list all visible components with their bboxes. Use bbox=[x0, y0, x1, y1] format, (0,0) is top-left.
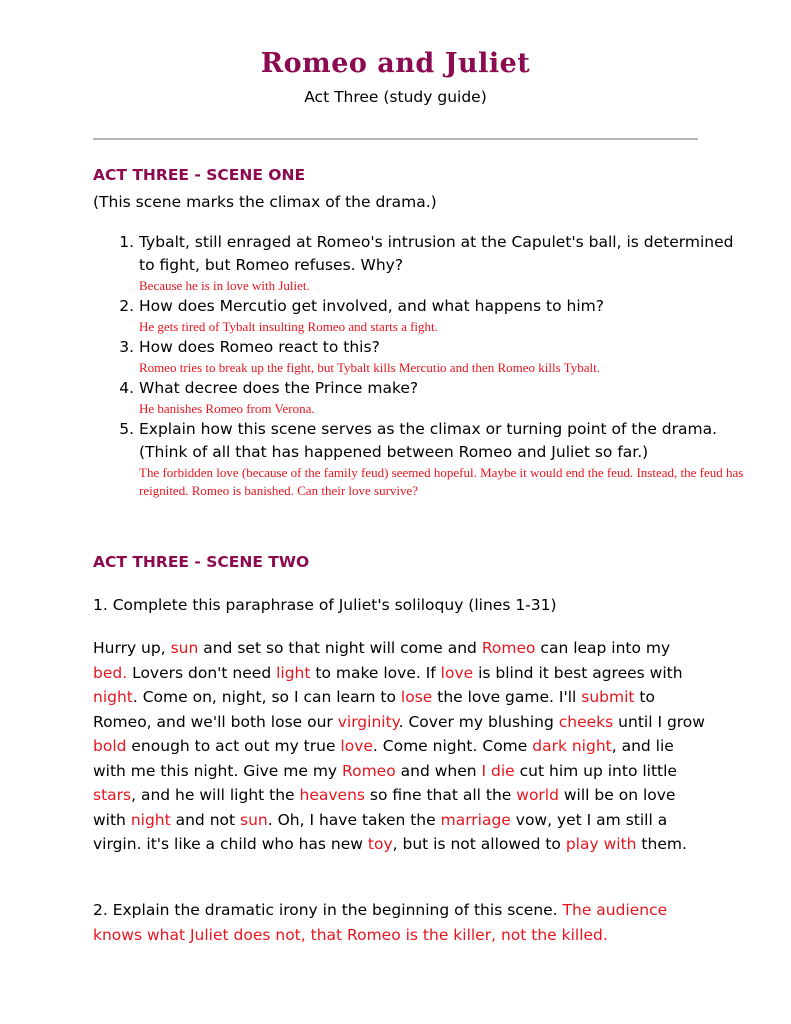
filled-word: bed. bbox=[93, 663, 128, 682]
paraphrase-text: can leap into my bbox=[535, 639, 671, 657]
soliloquy-prompt: 1. Complete this paraphrase of Juliet's soliloquy (lines 1-31) bbox=[93, 596, 557, 614]
paraphrase-text: and when bbox=[395, 761, 482, 780]
paraphrase-text: to Romeo, and we'll both lose our bbox=[93, 688, 655, 731]
filled-word: virginity bbox=[337, 712, 399, 731]
answer-text: The forbidden love (because of the family feud) seemed hopeful. Maybe it would end the feud. Instead, the feud has reignited. Romeo is banished. Can their love survive? bbox=[139, 465, 744, 498]
horizontal-divider bbox=[93, 138, 698, 140]
answer-text: The audience knows what Juliet does not, that Romeo is the killer, not the killed. bbox=[93, 901, 668, 944]
paraphrase-text: to make love. If bbox=[310, 663, 441, 682]
question-text: 1. Tybalt, still enraged at Romeo's intrusion at the Capulet's ball, is determined to fight, but Romeo refuses. Why? bbox=[139, 233, 734, 274]
filled-word: lose bbox=[400, 688, 433, 706]
scene-one-heading: ACT THREE - SCENE ONE bbox=[93, 166, 306, 184]
paraphrase-text: . Cover my blushing bbox=[398, 712, 559, 731]
question-text: 2. Explain the dramatic irony in the beginning of this scene. bbox=[93, 901, 563, 919]
paraphrase-text: so fine that all the bbox=[364, 786, 517, 804]
answer-text: Because he is in love with Juliet. bbox=[139, 278, 310, 293]
filled-word: marriage bbox=[440, 810, 511, 829]
paraphrase-text: until I grow bbox=[613, 712, 705, 731]
question-text: 2. How does Mercutio get involved, and what happens to him? bbox=[139, 297, 604, 315]
soliloquy-paraphrase bbox=[93, 636, 708, 857]
scene-two-heading: ACT THREE - SCENE TWO bbox=[93, 553, 310, 571]
question-item bbox=[139, 418, 749, 500]
paraphrase-text: , and lie with me this night. Give me my bbox=[93, 737, 674, 780]
paraphrase-text: and set so that night will come and bbox=[198, 639, 482, 657]
filled-word: toy bbox=[367, 835, 393, 853]
answer-text: He gets tired of Tybalt insulting Romeo and starts a fight. bbox=[139, 319, 438, 334]
scene-one-question-list bbox=[93, 231, 749, 500]
paraphrase-text: Lovers don't need bbox=[127, 663, 277, 682]
filled-word: light bbox=[276, 663, 311, 682]
filled-word: sun bbox=[240, 810, 268, 829]
filled-word: night bbox=[93, 688, 133, 706]
document-title: Romeo and Juliet bbox=[260, 48, 531, 79]
question-text: 4. What decree does the Prince make? bbox=[139, 379, 419, 397]
filled-word: Romeo bbox=[481, 639, 536, 657]
paraphrase-text: , and he will light the bbox=[131, 786, 300, 804]
answer-text: He banishes Romeo from Verona. bbox=[139, 401, 315, 416]
filled-word: world bbox=[516, 786, 559, 804]
filled-word: stars bbox=[93, 786, 132, 804]
paraphrase-text: . Oh, I have taken the bbox=[267, 810, 441, 829]
filled-word: heavens bbox=[299, 786, 365, 804]
answer-text: Romeo tries to break up the fight, but Tybalt kills Mercutio and then Romeo kills Tybalt. bbox=[139, 360, 600, 375]
question-item bbox=[139, 336, 749, 377]
question-item bbox=[139, 231, 749, 295]
paraphrase-text: Hurry up, bbox=[93, 639, 171, 657]
question-text: 3. How does Romeo react to this? bbox=[139, 338, 380, 356]
filled-word: sun bbox=[170, 639, 199, 657]
filled-word: play with bbox=[565, 835, 637, 853]
paraphrase-text: . Come on, night, so I can learn to bbox=[132, 688, 401, 706]
scene-one-note: (This scene marks the climax of the drama.) bbox=[93, 193, 437, 211]
paraphrase-text: is blind it best agrees with bbox=[473, 663, 683, 682]
paraphrase-text: the love game. I'll bbox=[432, 688, 582, 706]
paraphrase-text: them. bbox=[636, 835, 687, 853]
filled-word: bold bbox=[93, 737, 127, 755]
filled-word: love bbox=[440, 663, 474, 682]
question-item bbox=[139, 295, 749, 336]
filled-word: I die bbox=[481, 761, 515, 780]
filled-word: night bbox=[130, 810, 171, 829]
paraphrase-text: cut him up into little bbox=[514, 761, 677, 780]
filled-word: love bbox=[340, 737, 373, 755]
filled-word: dark night bbox=[532, 737, 612, 755]
paraphrase-text: and not bbox=[170, 810, 241, 829]
question-text: 5. Explain how this scene serves as the climax or turning point of the drama. (Think of all that has happened between Romeo and Juliet so far.) bbox=[139, 420, 718, 461]
paraphrase-text: enough to act out my true bbox=[126, 737, 341, 755]
document-subtitle: Act Three (study guide) bbox=[304, 88, 487, 106]
paraphrase-text: . Come night. Come bbox=[372, 737, 533, 755]
filled-word: Romeo bbox=[342, 761, 396, 780]
filled-word: cheeks bbox=[558, 712, 614, 731]
paraphrase-text: vow, yet I am still a virgin. it's like a child who has new bbox=[93, 810, 668, 853]
dramatic-irony-question bbox=[93, 898, 708, 947]
filled-word: submit bbox=[581, 688, 635, 706]
question-item bbox=[139, 377, 749, 418]
paraphrase-text: , but is not allowed to bbox=[392, 835, 566, 853]
paraphrase-text: will be on love with bbox=[93, 786, 676, 829]
